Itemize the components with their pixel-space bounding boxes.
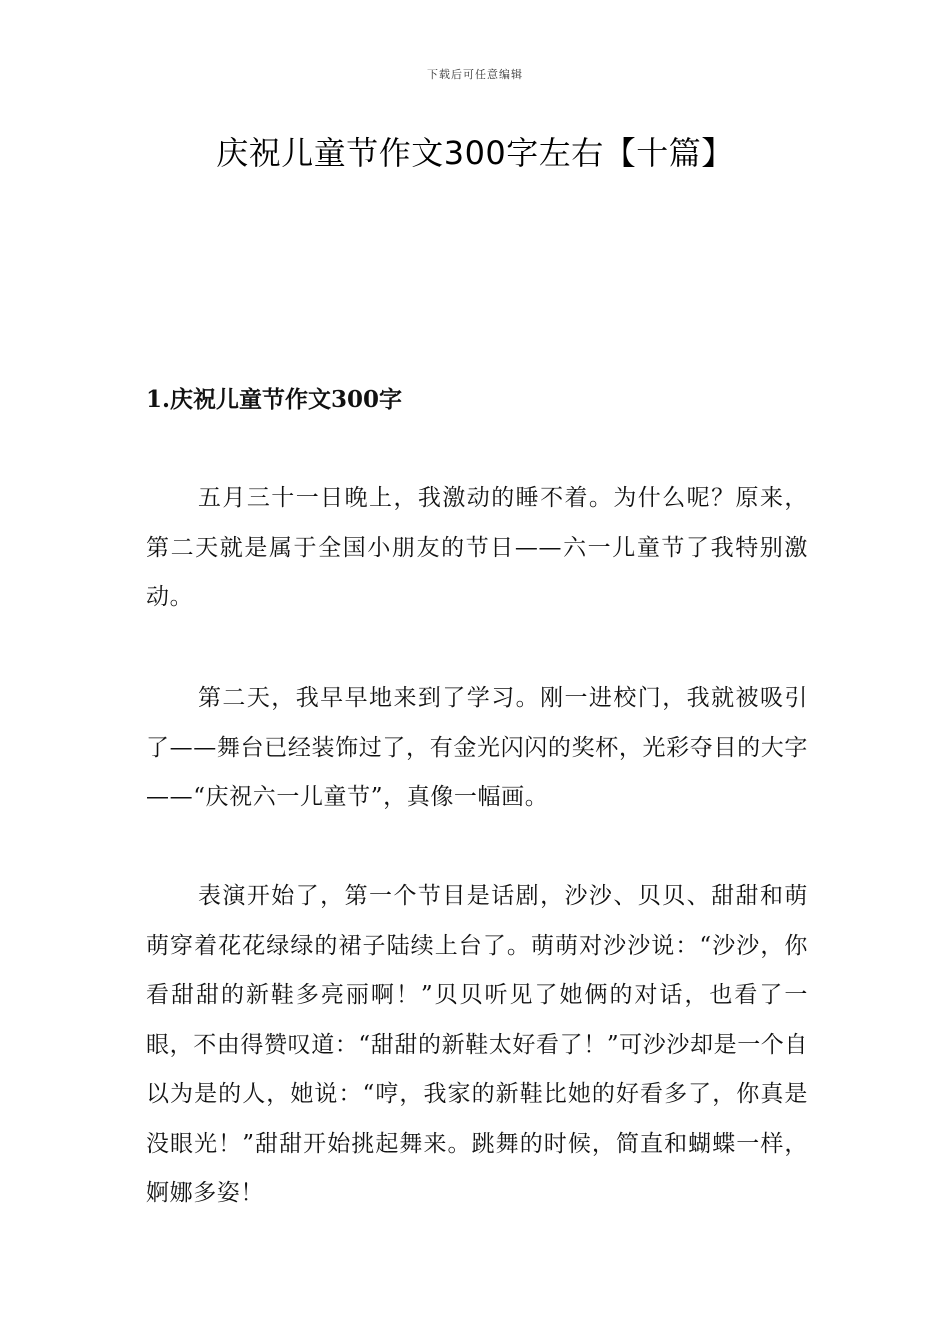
section-heading: 1.庆祝儿童节作文300字 <box>146 386 403 413</box>
header-note: 下载后可任意编辑 <box>427 68 523 81</box>
paragraph-3: 表演开始了，第一个节目是话剧，沙沙、贝贝、甜甜和萌萌穿着花花绿绿的裙子陆续上台了。萌萌对沙沙说：“沙沙，你看甜甜的新鞋多亮丽啊！”贝贝听见了她俩的对话，也看了一眼，不由得赞叹道：“甜甜的新鞋太好看了！”可沙沙却是一个自以为是的人，她说：“哼，我家的新鞋比她的好看多了，你真是没眼光！”甜甜开始挑起舞来。跳舞的时候，简直和蝴蝶一样，婀娜多姿！ <box>146 883 808 1206</box>
document-title: 庆祝儿童节作文300字左右【十篇】 <box>216 134 734 172</box>
paragraph-1: 五月三十一日晚上，我激动的睡不着。为什么呢？原来，第二天就是属于全国小朋友的节日——六一儿童节了我特别激动。 <box>146 485 808 610</box>
paragraph-2: 第二天，我早早地来到了学习。刚一进校门，我就被吸引了——舞台已经装饰过了，有金光闪闪的奖杯，光彩夺目的大字——“庆祝六一儿童节”，真像一幅画。 <box>146 685 808 810</box>
